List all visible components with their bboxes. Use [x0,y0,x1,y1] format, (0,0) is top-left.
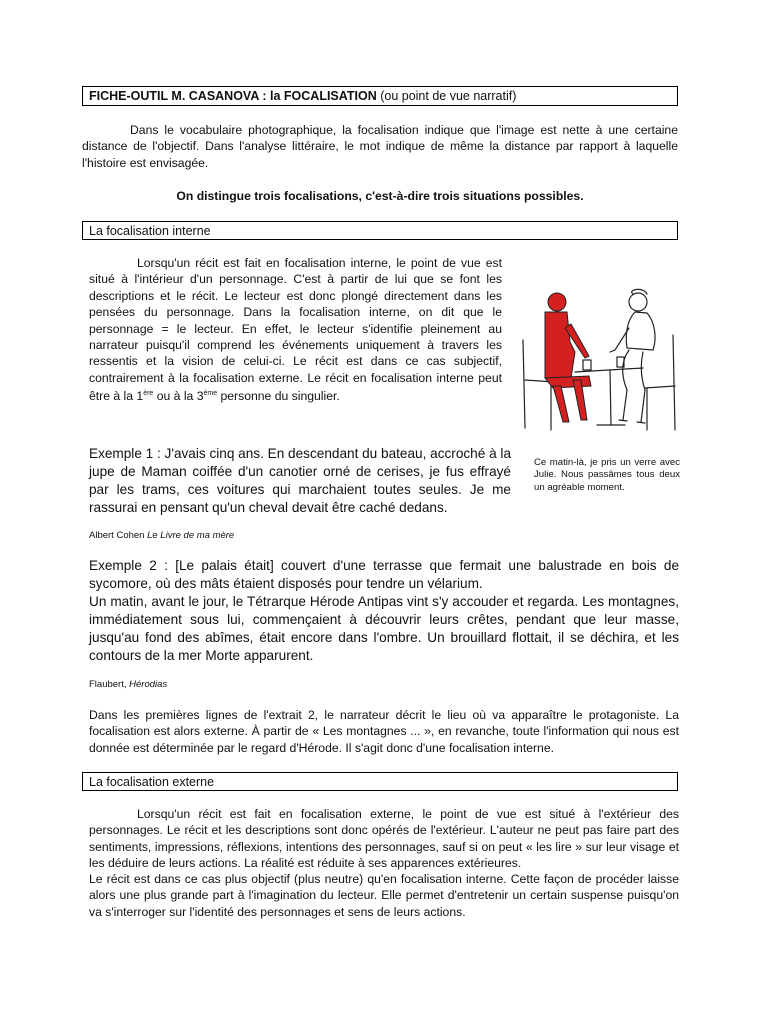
man-figure [545,293,591,422]
page-subtitle: (ou point de vue narratif) [376,89,517,103]
exemple-1: Exemple 1 : J'avais cinq ans. En descendant du bateau, accroché à la jupe de Maman coiffée d'un canotier orné de cerises, je fus effrayé par les trams, ces voitures qui marchaient toutes seules. Je me rassurai en pensant qu'un cheval devait être caché dedans. [89,446,511,515]
section-heading-externe: La focalisation externe [82,772,678,791]
externe-paragraph-1: Lorsqu'un récit est fait en focalisation externe, le point de vue est situé à l'extérieur des personnages. Le récit et les descriptions sont donc opérés de l'extérieur. L'auteur ne peut pas faire part des sentiments, impressions, réflexions, intentions des personnages, sauf si on peut « les lire » sur leur visage et les déduire de leurs actions. La réalité est réduite à ses apparences extérieures. [89,807,679,871]
table-leg [610,370,611,425]
intro-statement: On distingue trois focalisations, c'est-à-dire trois situations possibles. [176,189,584,203]
interne-paragraph: Lorsqu'un récit est fait en focalisation interne, le point de vue est situé à l'intérieur d'un personnage. C'est à partir de lui que se font les descriptions et le récit. Le lecteur est donc plongé directement dans les pensées du personnage. Dans la focalisation interne, on dit que le personnage = le lecteur. En effet, le lecteur s'identifie pleinement au narrateur puisqu'il comprend les événements uniquement à travers les ressentis et la vision de celui-ci. Le récit est dans ce cas subjectif, contrairement à la focalisation externe. Le récit en focalisation interne peut être à la 1ère ou à la 3ème personne du singulier. [89,256,502,404]
cup-left [583,360,591,370]
illustration-caption: Ce matin-là, je pris un verre avec Julie. Nous passâmes tous deux un agréable moment. [534,457,680,493]
externe-paragraph-2: Le récit est dans ce cas plus objectif (plus neutre) qu'en focalisation interne. Cette façon de procéder laisse alors une plus grande part à l'imagination du lecteur. Elle permet d'entretenir un certain suspense puisqu'on va s'interroger sur l'identité des personnages et sens de leurs actions. [89,872,679,919]
exemple-2: Exemple 2 : [Le palais était] couvert d'une terrasse que fermait une balustrade en bois de sycomore, où des mâts étaient disposés pour tendre un vélarium. Un matin, avant le jour, le Tétrarque Hérode Antipas vint s'y accouder et regarda. Les montagnes, immédiatement sous lui, commençaient à découvrir leurs crêtes, pendant que leur masse, jusqu'au fond des abîmes, était encore dans l'ombre. Un brouillard flottait, il se déchira, et les contours de la mer Morte apparurent. [89,558,679,663]
citation-1: Albert Cohen Le Livre de ma mère [89,530,235,541]
intro-paragraph: Dans le vocabulaire photographique, la focalisation indique que l'image est nette à une certaine distance de l'objectif. Dans l'analyse littéraire, le mot indique de même la distance par rapport à laquelle l'histoire est envisagée. [82,123,678,170]
citation-2: Flaubert, Hérodias [89,679,168,690]
section-heading-interne: La focalisation interne [82,221,678,240]
page-title: FICHE-OUTIL M. CASANOVA : la FOCALISATION [89,89,377,103]
woman-head [629,293,647,311]
analysis-paragraph: Dans les premières lignes de l'extrait 2, le narrateur décrit le lieu où va apparaître le protagoniste. La focalisation est alors externe. À partir de « Les montagnes ... », en revanche, toute l'information qui nous est donnée est déterminée par le regard d'Hérode. Il s'agit donc d'une focalisation interne. [89,708,679,755]
woman-body [626,312,655,350]
cafe-illustration [515,280,685,450]
page-title-box [82,86,678,106]
